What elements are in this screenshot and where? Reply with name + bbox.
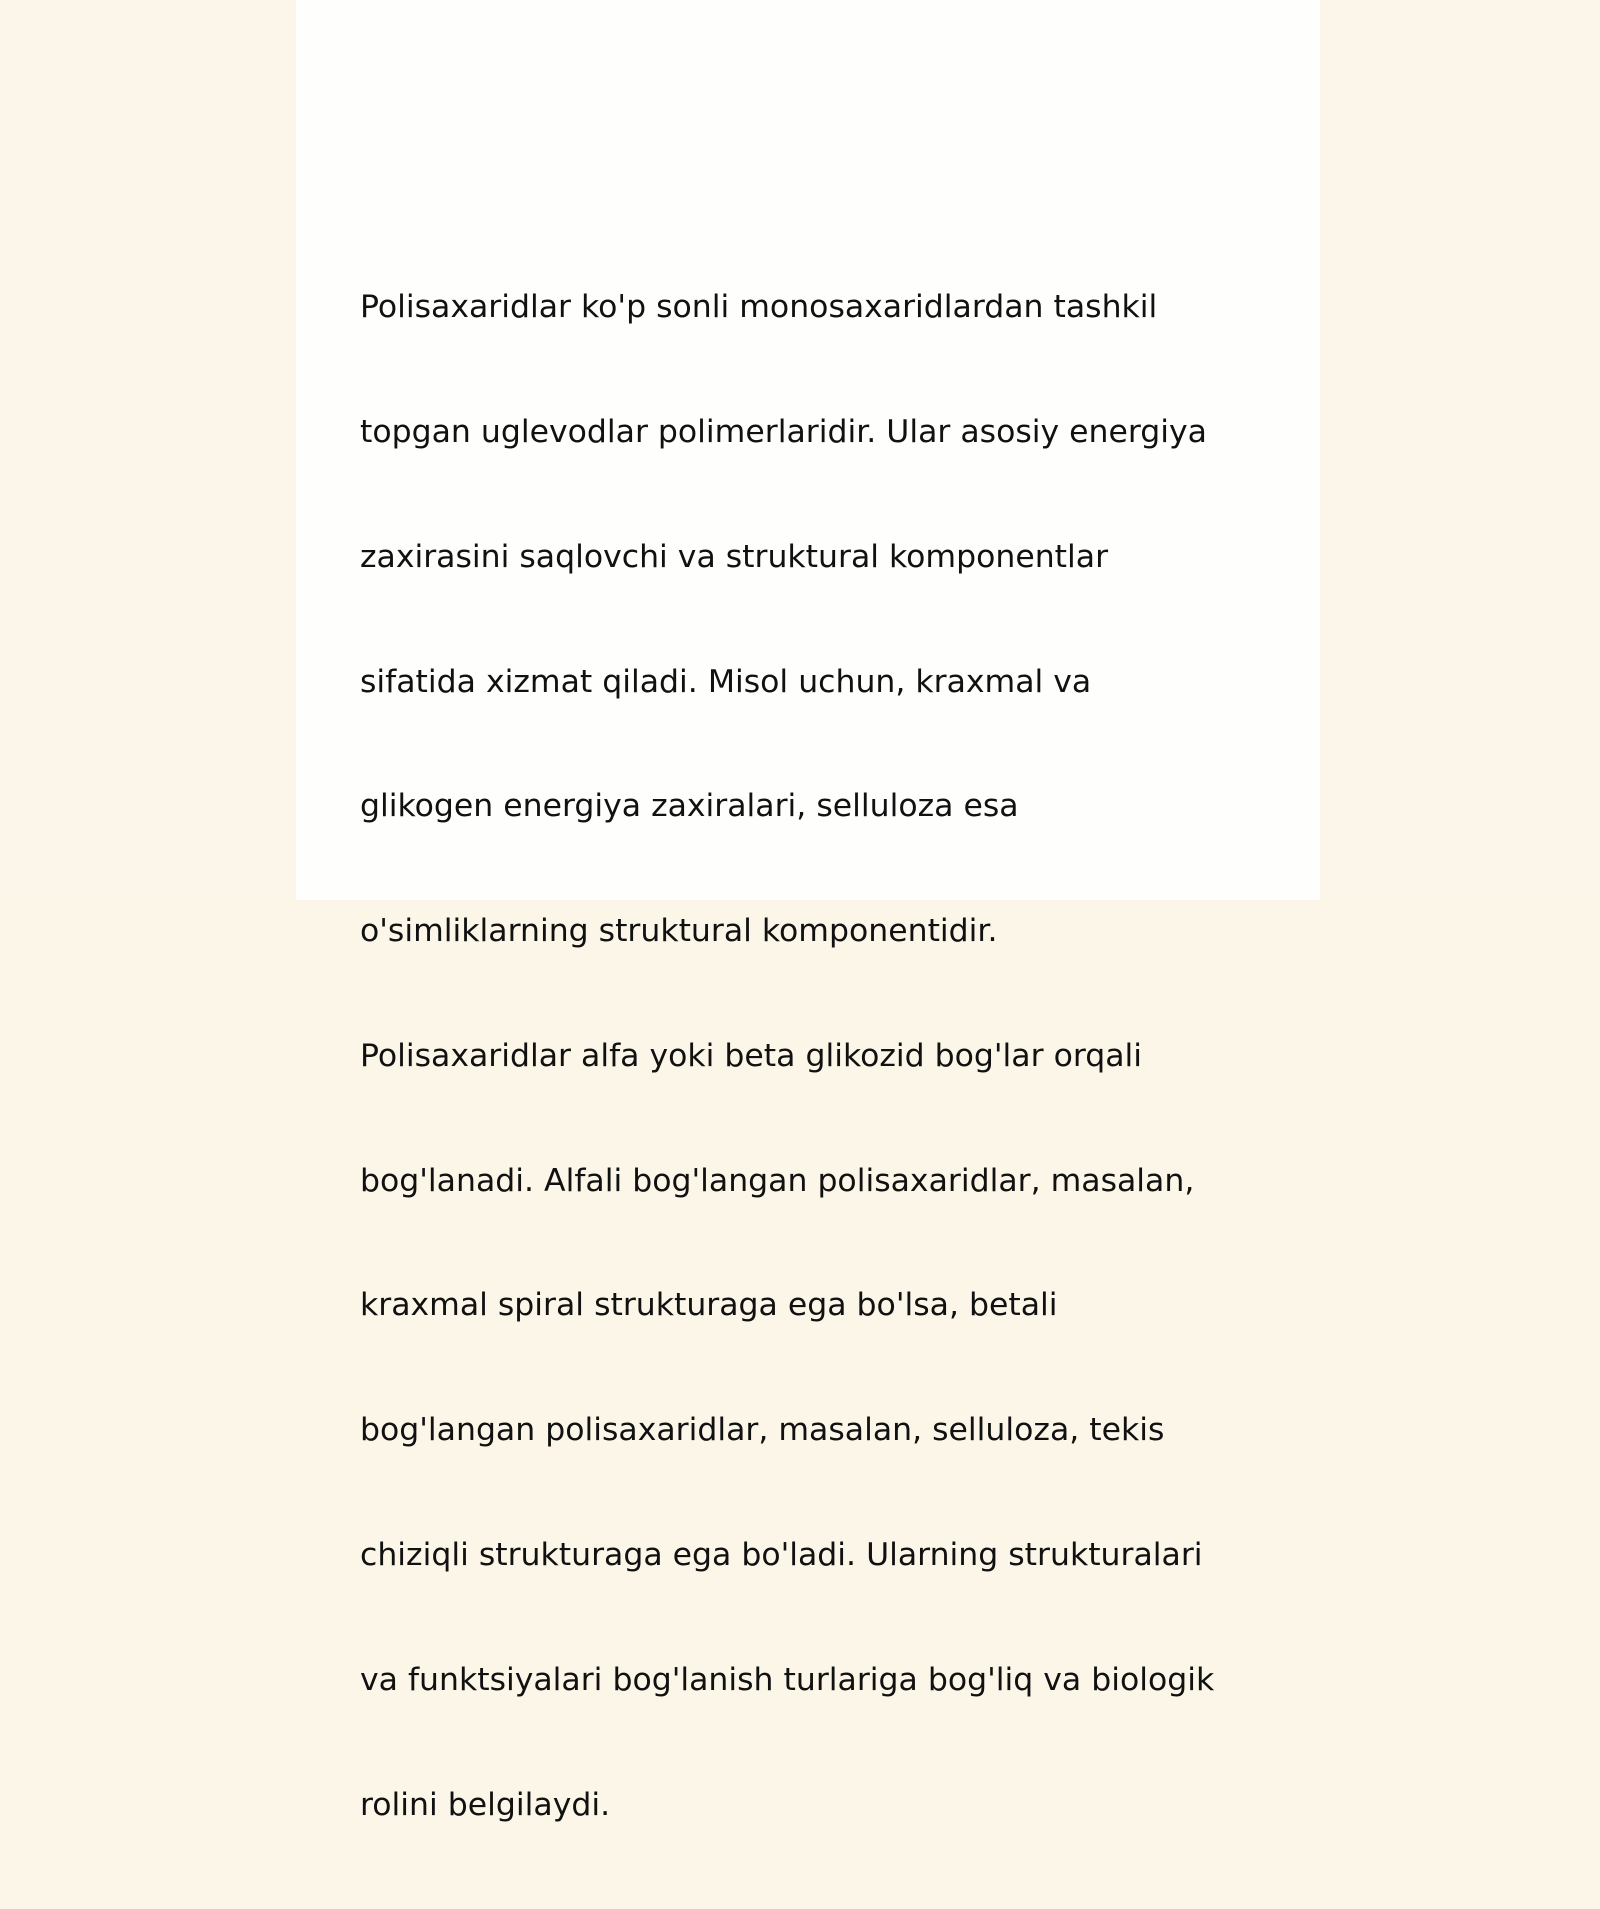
paragraph-line: va funktsiyalari bog'lanish turlariga bog'liq va biologik [360,1661,1215,1698]
paragraph-line: topgan uglevodlar polimerlaridir. Ular asosiy energiya [360,413,1207,450]
slide-page [296,0,1320,1823]
body-paragraph [360,204,1260,1909]
paragraph-line: bog'langan polisaxaridlar, masalan, selluloza, tekis [360,1412,1165,1449]
paragraph-line: o'simliklarning struktural komponentidir. [360,913,998,950]
paragraph-line: kraxmal spiral strukturaga ega bo'lsa, betali [360,1287,1058,1324]
left-margin [0,0,296,900]
paragraph-line: Polisaxaridlar ko'p sonli monosaxaridlardan tashkil [360,289,1158,326]
right-margin [1320,0,1600,900]
paragraph-line: Polisaxaridlar alfa yoki beta glikozid bog'lar orqali [360,1037,1143,1074]
paragraph-line: chiziqli strukturaga ega bo'ladi. Ularning strukturalari [360,1537,1203,1573]
paragraph-line: zaxirasini saqlovchi va struktural komponentlar [360,538,1109,575]
paragraph-line: rolini belgilaydi. [360,1786,611,1823]
paragraph-line: glikogen energiya zaxiralari, selluloza esa [360,788,1019,825]
paragraph-line: sifatida xizmat qiladi. Misol uchun, kraxmal va [360,663,1092,700]
paragraph-line: bog'lanadi. Alfali bog'langan polisaxaridlar, masalan, [360,1162,1195,1199]
